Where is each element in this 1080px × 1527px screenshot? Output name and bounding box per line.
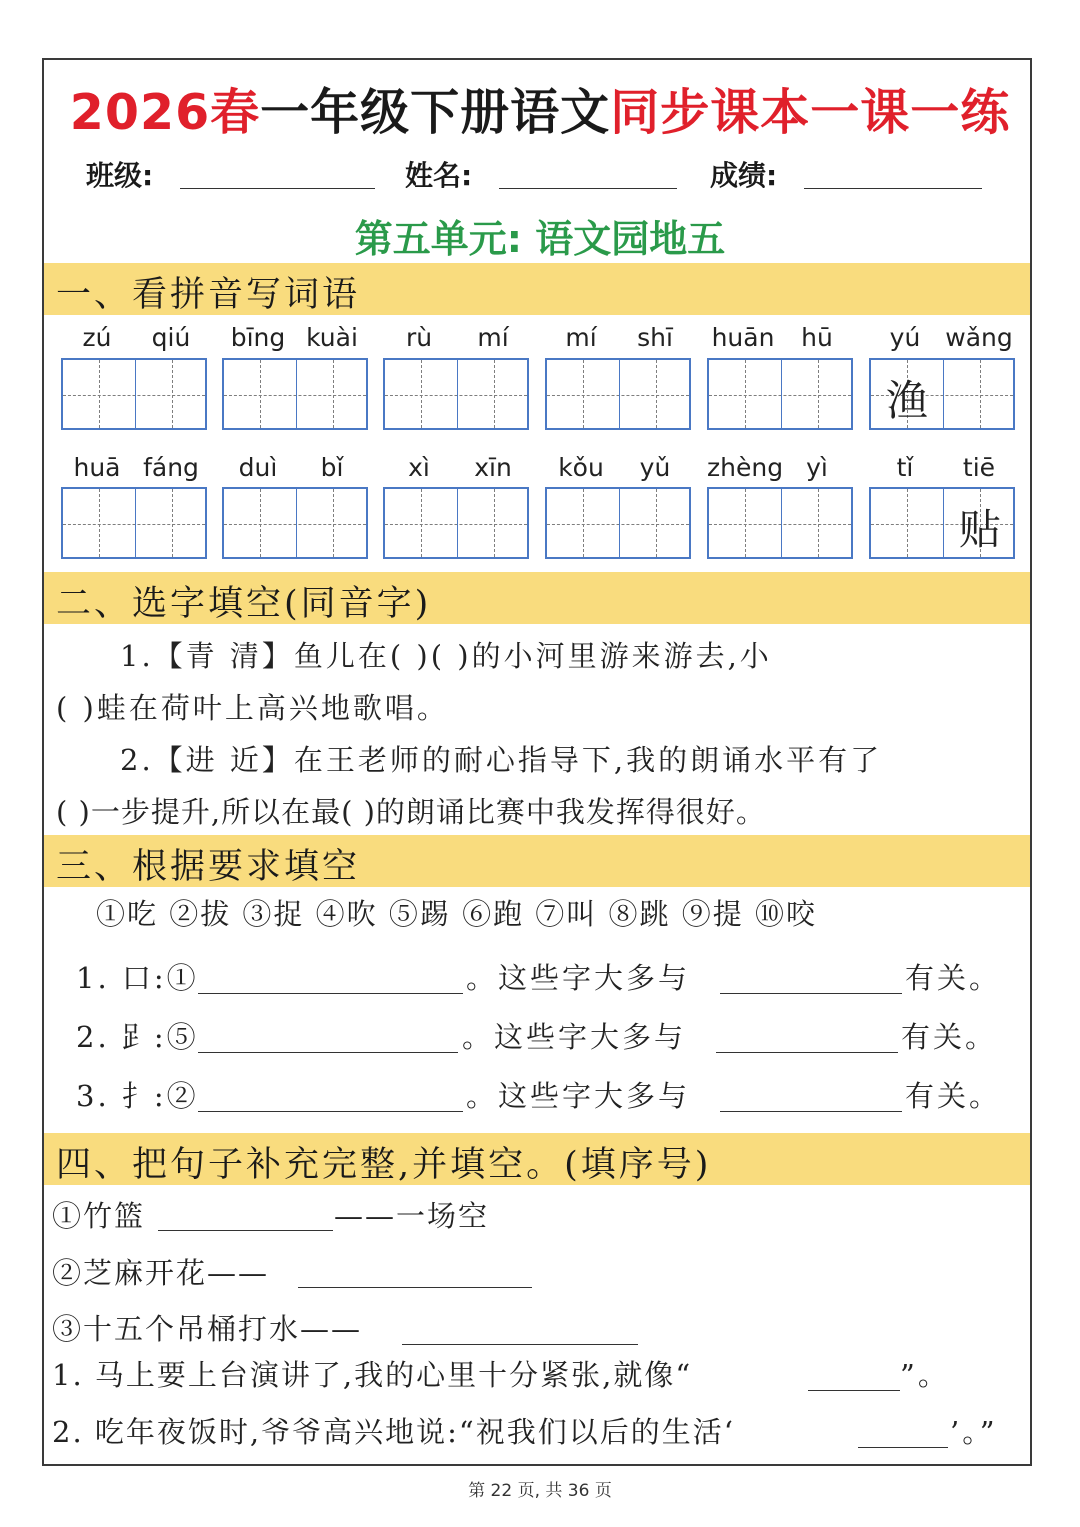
writing-box[interactable] [545, 487, 691, 559]
section-1-header [44, 263, 1030, 315]
grid-divider [781, 489, 782, 557]
page-footer: 第 22 页, 共 36 页 [468, 1481, 612, 1501]
s3-row3-label: 3. 扌:② [76, 1079, 199, 1113]
grid-divider [135, 360, 136, 428]
grid-guide [333, 360, 334, 428]
grid-guide [494, 360, 495, 428]
written-char: 贴 [958, 505, 1001, 554]
writing-box[interactable] [707, 358, 853, 430]
s4-q1-b: ”。 [900, 1358, 950, 1392]
s3-row3-mid: 。这些字大多与 [466, 1079, 691, 1113]
section-4-header [44, 1133, 1030, 1185]
pinyin-label: hū [801, 323, 833, 352]
pinyin-label: shī [637, 323, 673, 352]
s3-row2-mid: 。这些字大多与 [462, 1020, 687, 1054]
s3-row1-blank2[interactable] [720, 993, 902, 994]
s3-options: ①吃 ②拔 ③捉 ④吹 ⑤踢 ⑥跑 ⑦叫 ⑧跳 ⑨提 ⑩咬 [96, 897, 817, 931]
s4-item2: ②芝麻开花—— [52, 1256, 270, 1290]
s4-q2-a: 2. 吃年夜饭时,爷爷高兴地说:“祝我们以后的生活‘ [52, 1415, 735, 1449]
s3-row3-end: 有关。 [905, 1079, 1002, 1113]
grid-guide [547, 395, 689, 396]
writing-box[interactable] [383, 487, 529, 559]
s3-row2-blank2[interactable] [716, 1052, 898, 1053]
grid-divider [457, 489, 458, 557]
grid-guide [494, 489, 495, 557]
grid-guide [583, 489, 584, 557]
title-year: 2026春 [69, 84, 261, 141]
s3-row1-label: 1. 口:① [76, 961, 199, 995]
pinyin-label: huā [73, 453, 121, 482]
pinyin-label: huān [711, 323, 775, 352]
s4-q1-a: 1. 马上要上台演讲了,我的心里十分紧张,就像“ [52, 1358, 693, 1392]
s4-item1-b: ——一场空 [334, 1199, 490, 1233]
s3-row2-blank1[interactable] [198, 1052, 458, 1053]
pinyin-label: rù [405, 323, 433, 352]
grid-guide [260, 360, 261, 428]
grid-divider [135, 489, 136, 557]
grid-divider [619, 360, 620, 428]
pinyin-label: yì [806, 453, 828, 482]
grid-guide [583, 360, 584, 428]
s4-item2-blank[interactable] [298, 1287, 532, 1288]
title-series: 同步课本一课一练 [610, 84, 1011, 141]
class-label: 班级: [86, 159, 154, 192]
pinyin-label: kǒu [558, 453, 604, 482]
pinyin-label: tǐ [896, 453, 914, 482]
pinyin-label: yú [889, 323, 921, 352]
s4-item3: ③十五个吊桶打水—— [52, 1312, 363, 1346]
s3-row2-label: 2. 𧾷:⑤ [76, 1020, 199, 1054]
grid-guide [99, 360, 100, 428]
grid-guide [224, 524, 366, 525]
section-4-title: 四、把句子补充完整,并填空。(填序号) [56, 1145, 712, 1185]
pinyin-label: fáng [143, 453, 199, 482]
grid-guide [745, 360, 746, 428]
page-title [0, 74, 1080, 144]
score-label: 成绩: [710, 159, 778, 192]
s3-row1-end: 有关。 [905, 961, 1002, 995]
pinyin-label: xì [408, 453, 430, 482]
section-3-header [44, 835, 1030, 887]
s4-item1-blank[interactable] [158, 1230, 333, 1231]
s4-q2-b: ’。” [950, 1415, 998, 1449]
grid-guide [656, 489, 657, 557]
writing-box[interactable] [61, 358, 207, 430]
s2-q2-line1: 2.【进 近】在王老师的耐心指导下,我的朗诵水平有了 [120, 743, 883, 777]
s2-q1-line1: 1.【青 清】鱼儿在( )( )的小河里游来游去,小 [120, 639, 772, 673]
pinyin-label: mí [477, 323, 509, 352]
pinyin-label: qiú [151, 323, 191, 352]
grid-guide [333, 489, 334, 557]
grid-guide [907, 489, 908, 557]
section-2-header [44, 572, 1030, 624]
grid-divider [619, 489, 620, 557]
writing-box[interactable] [707, 487, 853, 559]
writing-box[interactable] [222, 487, 368, 559]
grid-guide [385, 395, 527, 396]
name-label: 姓名: [405, 159, 473, 192]
writing-box[interactable] [222, 358, 368, 430]
s2-q2-line2: ( )一步提升,所以在最( )的朗诵比赛中我发挥得很好。 [56, 795, 766, 829]
s4-q1-blank[interactable] [808, 1390, 900, 1391]
s4-item1-a: ①竹篮 [52, 1199, 146, 1233]
writing-box[interactable] [869, 487, 1015, 559]
grid-guide [63, 395, 205, 396]
grid-guide [421, 360, 422, 428]
s3-row3-blank1[interactable] [198, 1111, 463, 1112]
grid-divider [296, 360, 297, 428]
grid-guide [172, 360, 173, 428]
section-3-title: 三、根据要求填空 [56, 847, 361, 887]
grid-guide [385, 524, 527, 525]
grid-guide [818, 360, 819, 428]
grid-guide [421, 489, 422, 557]
section-1-title: 一、看拼音写词语 [56, 275, 361, 315]
grid-guide [745, 489, 746, 557]
score-field[interactable] [804, 188, 982, 189]
pinyin-label: yǔ [639, 453, 671, 482]
grid-divider [457, 360, 458, 428]
grid-guide [980, 360, 981, 428]
grid-guide [172, 489, 173, 557]
pinyin-label: xīn [474, 453, 512, 482]
grid-guide [224, 395, 366, 396]
pinyin-label: bīng [230, 323, 286, 352]
title-grade: 一年级下册语文 [260, 84, 611, 141]
pinyin-label: zú [82, 323, 112, 352]
pinyin-label: tiē [962, 453, 996, 482]
writing-box[interactable] [61, 487, 207, 559]
writing-box[interactable] [869, 358, 1015, 430]
grid-guide [99, 489, 100, 557]
class-field[interactable] [180, 188, 375, 189]
grid-guide [709, 524, 851, 525]
grid-guide [709, 395, 851, 396]
grid-divider [943, 360, 944, 428]
writing-box[interactable] [383, 358, 529, 430]
section-2-title: 二、选字填空(同音字) [56, 584, 432, 624]
pinyin-label: kuài [306, 323, 358, 352]
pinyin-label: zhèng [707, 453, 784, 482]
name-field[interactable] [499, 188, 677, 189]
grid-guide [547, 524, 689, 525]
grid-divider [296, 489, 297, 557]
s3-row3-blank2[interactable] [720, 1111, 902, 1112]
pinyin-label: bǐ [320, 453, 344, 482]
grid-guide [260, 489, 261, 557]
s3-row1-blank1[interactable] [198, 993, 463, 994]
grid-divider [781, 360, 782, 428]
pinyin-label: wǎng [945, 323, 1013, 352]
s3-row1-mid: 。这些字大多与 [466, 961, 691, 995]
pinyin-label: duì [238, 453, 278, 482]
s4-q2-blank[interactable] [858, 1447, 948, 1448]
grid-guide [818, 489, 819, 557]
s4-item3-blank[interactable] [402, 1344, 638, 1345]
s3-row2-end: 有关。 [901, 1020, 998, 1054]
pinyin-label: mí [565, 323, 597, 352]
s2-q1-line2: ( )蛙在荷叶上高兴地歌唱。 [56, 691, 449, 725]
writing-box[interactable] [545, 358, 691, 430]
unit-title: 第五单元: 语文园地五 [354, 217, 726, 261]
grid-guide [63, 524, 205, 525]
written-char: 渔 [885, 376, 928, 425]
grid-guide [656, 360, 657, 428]
